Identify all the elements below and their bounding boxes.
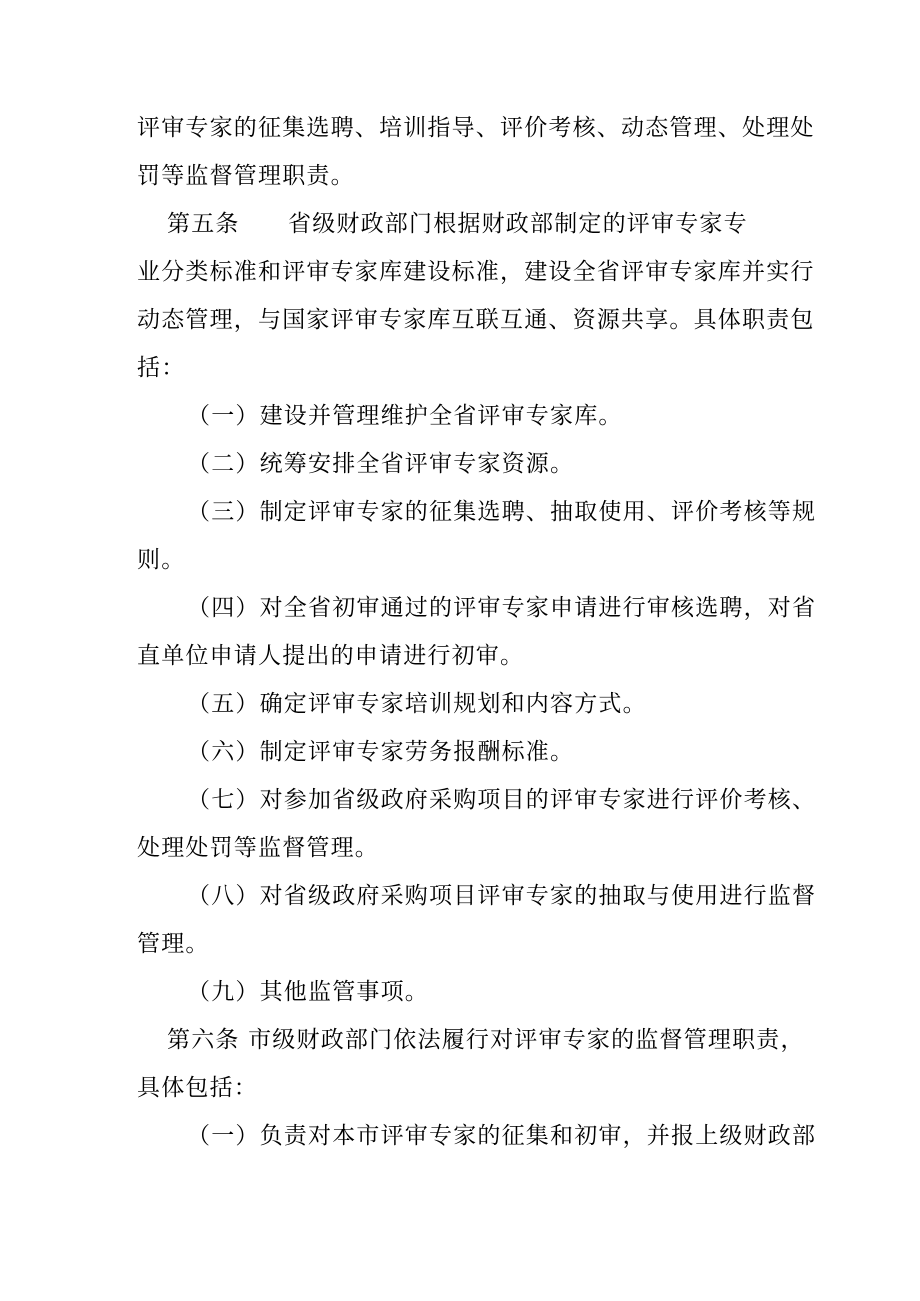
list-item-line: （六）制定评审专家劳务报酬标准。 (187, 739, 575, 765)
article-heading-line: 第六条 市级财政部门依法履行对评审专家的监督管理职责， (167, 1027, 805, 1053)
list-item-line: （八）对省级政府采购项目评审专家的抽取与使用进行监督 (187, 883, 817, 909)
text-line: 则。 (137, 547, 186, 573)
text-line: 括： (137, 355, 186, 381)
text-line: 罚等监督管理职责。 (137, 163, 355, 189)
list-item-line: （一）负责对本市评审专家的征集和初审，并报上级财政部 (187, 1123, 817, 1149)
text-line: 管理。 (137, 931, 210, 957)
list-item-line: （四）对全省初审通过的评审专家申请进行审核选聘，对省 (187, 595, 817, 621)
list-item-line: （三）制定评审专家的征集选聘、抽取使用、评价考核等规 (187, 499, 817, 525)
list-item-line: （五）确定评审专家培训规划和内容方式。 (187, 691, 647, 717)
list-item-line: （七）对参加省级政府采购项目的评审专家进行评价考核、 (187, 787, 817, 813)
text-line: 直单位申请人提出的申请进行初审。 (137, 643, 525, 669)
text-line: 动态管理，与国家评审专家库互联互通、资源共享。具体职责包 (137, 307, 815, 333)
text-line: 具体包括： (137, 1075, 258, 1101)
list-item-line: （二）统筹安排全省评审专家资源。 (187, 451, 575, 477)
article-heading-line: 第五条 省级财政部门根据财政部制定的评审专家专 (167, 211, 748, 237)
text-line: 业分类标准和评审专家库建设标准，建设全省评审专家库并实行 (137, 259, 815, 285)
list-item-line: （一）建设并管理维护全省评审专家库。 (187, 403, 623, 429)
list-item-line: （九）其他监管事项。 (187, 979, 429, 1005)
text-line: 评审专家的征集选聘、培训指导、评价考核、动态管理、处理处 (137, 115, 815, 141)
text-line: 处理处罚等监督管理。 (137, 835, 379, 861)
